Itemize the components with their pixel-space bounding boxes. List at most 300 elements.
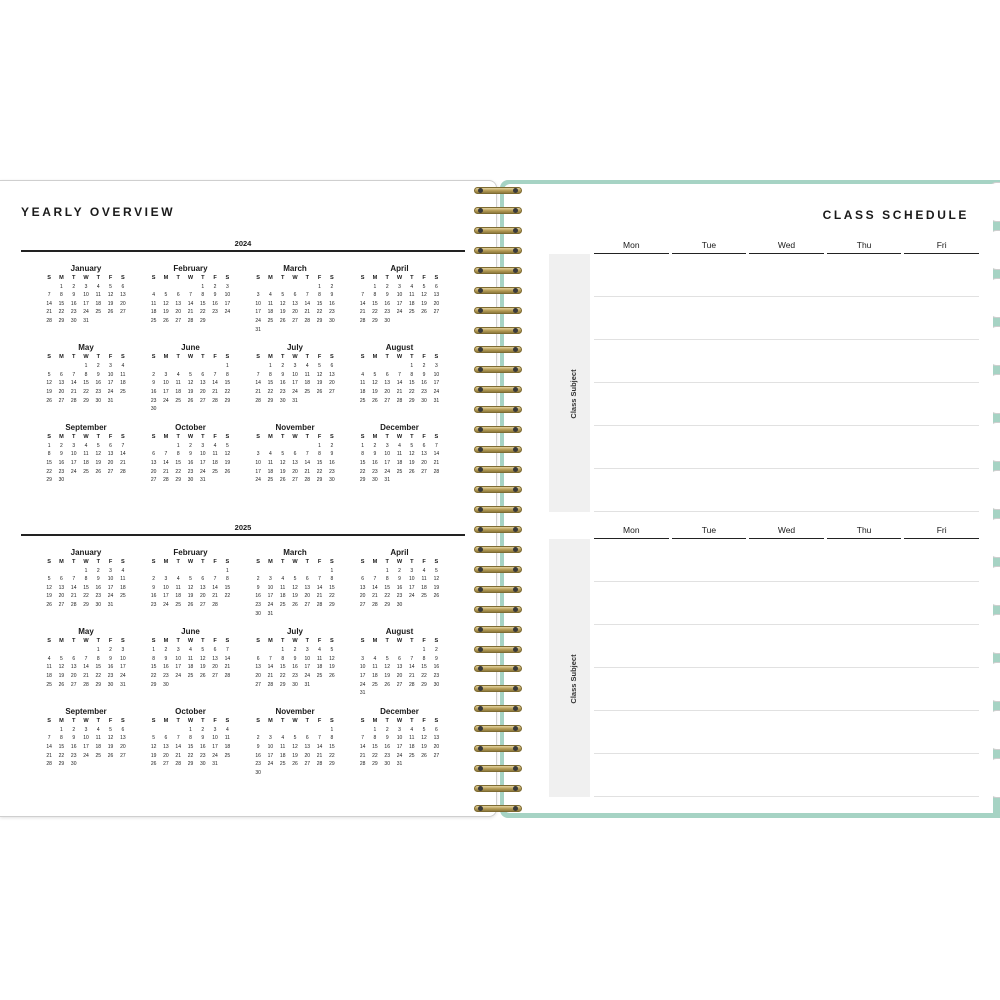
punch-hole bbox=[513, 547, 518, 552]
day-number: 30 bbox=[255, 769, 261, 776]
weekday-initials bbox=[252, 558, 338, 567]
day-number: 3 bbox=[164, 371, 168, 378]
weekday-initial: S bbox=[225, 717, 230, 724]
day-number: 10 bbox=[70, 451, 77, 458]
schedule-row[interactable] bbox=[594, 340, 979, 383]
day-number: 16 bbox=[255, 752, 261, 759]
weekday-initial: F bbox=[317, 274, 322, 281]
weekday-initials bbox=[43, 717, 129, 726]
day-number: 31 bbox=[255, 326, 261, 333]
day-blank bbox=[55, 362, 67, 371]
day-number: 9 bbox=[373, 451, 377, 458]
spiral-ring bbox=[474, 504, 522, 515]
day-number: 18 bbox=[409, 743, 415, 750]
schedule-row[interactable] bbox=[594, 625, 979, 668]
day-blank bbox=[209, 567, 221, 576]
month-name: January bbox=[70, 547, 102, 557]
punch-hole bbox=[513, 188, 518, 193]
day-grid bbox=[148, 646, 234, 689]
day-number: 22 bbox=[409, 388, 415, 395]
day-number: 19 bbox=[187, 593, 194, 600]
day-number: 18 bbox=[267, 468, 274, 475]
weekday-initial: W bbox=[396, 558, 403, 565]
day-number: 9 bbox=[72, 292, 76, 299]
weekday-initials bbox=[252, 717, 338, 726]
day-number: 20 bbox=[120, 300, 126, 307]
punch-hole bbox=[478, 268, 483, 273]
weekday-initial: T bbox=[280, 638, 285, 645]
day-number: 8 bbox=[422, 655, 426, 662]
weekday-initial: S bbox=[120, 717, 125, 724]
subject-column[interactable] bbox=[549, 539, 590, 797]
day-number: 21 bbox=[70, 593, 77, 600]
day-number: 14 bbox=[175, 743, 181, 750]
weekday-initial: W bbox=[396, 638, 403, 645]
day-grid bbox=[252, 646, 338, 689]
day-number: 8 bbox=[60, 292, 63, 299]
weekday-initial: F bbox=[422, 354, 426, 361]
day-number: 3 bbox=[72, 442, 76, 449]
weekday-initial: T bbox=[410, 433, 414, 440]
day-number: 10 bbox=[83, 735, 89, 742]
weekday-initial: W bbox=[187, 717, 194, 724]
weekday-label: Tue bbox=[672, 523, 747, 539]
weekday-initials bbox=[43, 637, 129, 646]
day-number: 28 bbox=[316, 761, 323, 768]
day-number: 6 bbox=[201, 576, 205, 583]
punch-hole bbox=[513, 328, 518, 333]
day-number: 25 bbox=[120, 388, 126, 395]
day-number: 30 bbox=[329, 317, 335, 324]
day-number: 9 bbox=[152, 584, 156, 591]
day-number: 9 bbox=[256, 743, 260, 750]
spiral-ring bbox=[474, 285, 522, 296]
weekday-initial: W bbox=[292, 717, 298, 724]
day-number: 28 bbox=[304, 477, 311, 484]
day-number: 21 bbox=[46, 752, 52, 759]
day-number: 1 bbox=[281, 647, 285, 654]
day-number: 20 bbox=[433, 300, 440, 307]
subject-column[interactable] bbox=[549, 254, 590, 512]
day-number: 13 bbox=[304, 584, 311, 591]
weekday-initial: M bbox=[372, 274, 378, 281]
month-name: December bbox=[380, 422, 419, 432]
day-number: 22 bbox=[279, 672, 286, 679]
day-blank bbox=[160, 567, 172, 576]
day-number: 11 bbox=[280, 743, 286, 750]
day-blank bbox=[184, 362, 196, 371]
day-number: 27 bbox=[304, 601, 311, 608]
day-number: 9 bbox=[152, 380, 156, 387]
day-number: 21 bbox=[359, 309, 366, 316]
day-number: 17 bbox=[70, 459, 77, 466]
day-number: 1 bbox=[225, 567, 229, 574]
day-number: 6 bbox=[176, 292, 180, 299]
day-blank bbox=[160, 283, 172, 292]
weekday-initial: F bbox=[108, 354, 113, 361]
day-number: 23 bbox=[433, 672, 440, 679]
day-number: 31 bbox=[304, 681, 311, 688]
day-number: 24 bbox=[107, 593, 114, 600]
day-number: 16 bbox=[372, 459, 378, 466]
weekday-initial: S bbox=[434, 433, 439, 440]
schedule-row[interactable] bbox=[594, 582, 979, 625]
day-number: 11 bbox=[267, 459, 274, 466]
day-blank bbox=[301, 283, 313, 292]
day-number: 16 bbox=[421, 380, 427, 387]
day-number: 11 bbox=[175, 380, 181, 387]
day-number: 5 bbox=[318, 363, 321, 370]
day-number: 25 bbox=[304, 388, 311, 395]
day-number: 17 bbox=[224, 300, 231, 307]
schedule-row[interactable] bbox=[594, 297, 979, 340]
day-number: 25 bbox=[267, 477, 274, 484]
weekday-initial: T bbox=[385, 558, 389, 565]
day-number: 31 bbox=[107, 601, 114, 608]
day-number: 3 bbox=[213, 726, 217, 733]
day-number: 15 bbox=[187, 743, 194, 750]
weekday-initial: M bbox=[163, 274, 169, 281]
month-name: April bbox=[390, 547, 409, 557]
day-number: 18 bbox=[95, 743, 102, 750]
schedule-row[interactable] bbox=[594, 539, 979, 582]
day-number: 2 bbox=[256, 735, 260, 742]
day-number: 26 bbox=[292, 601, 298, 608]
day-number: 29 bbox=[409, 397, 415, 404]
month-name: May bbox=[78, 627, 94, 637]
day-number: 19 bbox=[292, 752, 298, 759]
day-number: 5 bbox=[60, 655, 63, 662]
weekday-initial: T bbox=[96, 638, 100, 645]
day-number: 11 bbox=[120, 371, 126, 378]
day-number: 20 bbox=[255, 672, 261, 679]
weekday-initial: T bbox=[305, 558, 309, 565]
day-number: 2 bbox=[256, 576, 260, 583]
day-number: 30 bbox=[70, 317, 77, 324]
day-number: 30 bbox=[200, 761, 206, 768]
day-number: 28 bbox=[212, 397, 218, 404]
day-number: 17 bbox=[267, 593, 274, 600]
day-number: 4 bbox=[96, 283, 100, 290]
day-blank bbox=[393, 646, 405, 655]
day-blank bbox=[43, 726, 55, 735]
day-number: 10 bbox=[267, 584, 274, 591]
schedule-row[interactable] bbox=[594, 469, 979, 512]
day-number: 10 bbox=[255, 459, 261, 466]
day-number: 21 bbox=[212, 593, 218, 600]
day-number: 19 bbox=[372, 388, 378, 395]
day-blank bbox=[264, 726, 276, 735]
day-number: 21 bbox=[212, 388, 218, 395]
day-blank bbox=[148, 442, 160, 451]
day-number: 7 bbox=[410, 655, 414, 662]
day-number: 22 bbox=[83, 388, 89, 395]
day-number: 21 bbox=[175, 752, 181, 759]
day-number: 21 bbox=[120, 459, 126, 466]
day-number: 14 bbox=[267, 664, 274, 671]
day-number: 11 bbox=[83, 451, 89, 458]
weekday-label: Fri bbox=[904, 238, 979, 254]
weekday-initial: M bbox=[372, 558, 378, 565]
day-number: 4 bbox=[410, 283, 414, 290]
schedule-row[interactable] bbox=[594, 711, 979, 754]
weekday-initial: T bbox=[280, 274, 285, 281]
day-number: 7 bbox=[361, 292, 365, 299]
day-number: 22 bbox=[359, 468, 366, 475]
day-number: 19 bbox=[224, 459, 231, 466]
punch-hole bbox=[513, 587, 518, 592]
day-grid bbox=[148, 283, 234, 326]
day-number: 22 bbox=[175, 468, 181, 475]
month-grid bbox=[21, 548, 465, 778]
day-number: 16 bbox=[279, 380, 286, 387]
day-number: 30 bbox=[255, 610, 261, 617]
punch-hole bbox=[478, 527, 483, 532]
day-number: 21 bbox=[316, 752, 323, 759]
day-number: 25 bbox=[224, 752, 231, 759]
day-blank bbox=[277, 442, 289, 451]
day-number: 27 bbox=[200, 397, 206, 404]
day-number: 8 bbox=[84, 576, 88, 583]
day-number: 25 bbox=[359, 397, 366, 404]
day-number: 7 bbox=[305, 451, 309, 458]
day-number: 22 bbox=[224, 593, 231, 600]
schedule-row[interactable] bbox=[594, 754, 979, 797]
weekday-initial: T bbox=[280, 433, 285, 440]
day-number: 5 bbox=[225, 442, 229, 449]
day-number: 9 bbox=[385, 735, 389, 742]
day-number: 24 bbox=[224, 309, 231, 316]
punch-hole bbox=[478, 647, 483, 652]
day-number: 29 bbox=[316, 317, 323, 324]
weekday-initial: S bbox=[225, 638, 230, 645]
weekday-initial: W bbox=[292, 354, 298, 361]
day-number: 23 bbox=[329, 309, 335, 316]
day-number: 12 bbox=[421, 292, 427, 299]
day-number: 3 bbox=[109, 567, 112, 574]
month-calendar bbox=[357, 343, 443, 414]
day-number: 13 bbox=[292, 300, 298, 307]
day-number: 25 bbox=[279, 761, 286, 768]
day-number: 28 bbox=[433, 468, 440, 475]
weekday-initials bbox=[148, 637, 234, 646]
month-calendar bbox=[148, 264, 234, 335]
weekday-initial: W bbox=[187, 433, 194, 440]
weekday-initial: T bbox=[176, 717, 180, 724]
day-number: 13 bbox=[304, 743, 311, 750]
day-number: 5 bbox=[385, 655, 389, 662]
day-number: 28 bbox=[70, 397, 77, 404]
day-number: 27 bbox=[120, 752, 126, 759]
day-number: 19 bbox=[421, 300, 427, 307]
day-number: 11 bbox=[187, 655, 194, 662]
day-number: 27 bbox=[255, 681, 261, 688]
day-number: 15 bbox=[316, 300, 323, 307]
day-number: 8 bbox=[84, 371, 88, 378]
weekday-initial: M bbox=[163, 558, 169, 565]
month-calendar bbox=[148, 548, 234, 619]
year-label: 2024 bbox=[234, 239, 252, 248]
day-number: 21 bbox=[372, 593, 378, 600]
schedule-grid[interactable] bbox=[594, 254, 979, 512]
day-number: 27 bbox=[175, 317, 181, 324]
day-number: 7 bbox=[72, 576, 76, 583]
day-number: 4 bbox=[176, 576, 180, 583]
schedule-grid[interactable] bbox=[594, 539, 979, 797]
day-number: 27 bbox=[200, 601, 206, 608]
day-number: 10 bbox=[107, 576, 114, 583]
day-number: 15 bbox=[150, 664, 157, 671]
day-number: 15 bbox=[83, 380, 89, 387]
day-grid bbox=[43, 442, 129, 485]
day-number: 24 bbox=[384, 468, 390, 475]
day-number: 15 bbox=[46, 459, 52, 466]
day-number: 11 bbox=[409, 735, 415, 742]
month-name: January bbox=[70, 263, 102, 273]
day-blank bbox=[252, 726, 264, 735]
day-number: 26 bbox=[200, 672, 206, 679]
day-number: 14 bbox=[83, 664, 89, 671]
day-blank bbox=[393, 362, 405, 371]
day-number: 23 bbox=[163, 672, 169, 679]
weekday-initial: S bbox=[120, 433, 125, 440]
schedule-row[interactable] bbox=[594, 383, 979, 426]
day-number: 29 bbox=[83, 397, 89, 404]
day-number: 13 bbox=[120, 735, 126, 742]
day-number: 23 bbox=[95, 388, 102, 395]
day-number: 14 bbox=[46, 743, 52, 750]
day-number: 20 bbox=[58, 388, 65, 395]
day-number: 26 bbox=[316, 388, 323, 395]
day-number: 19 bbox=[95, 459, 102, 466]
day-number: 17 bbox=[175, 664, 181, 671]
weekday-initial: S bbox=[47, 274, 51, 281]
day-number: 1 bbox=[318, 283, 321, 290]
weekday-initial: T bbox=[201, 433, 205, 440]
day-number: 1 bbox=[422, 647, 426, 654]
day-number: 30 bbox=[329, 477, 335, 484]
day-number: 23 bbox=[150, 397, 157, 404]
schedule-row[interactable] bbox=[594, 668, 979, 711]
day-blank bbox=[264, 442, 276, 451]
weekday-initials bbox=[43, 353, 129, 362]
weekday-initial: S bbox=[225, 354, 230, 361]
day-number: 22 bbox=[316, 468, 323, 475]
weekday-initial: F bbox=[213, 638, 217, 645]
schedule-row[interactable] bbox=[594, 426, 979, 469]
day-number: 9 bbox=[60, 451, 63, 458]
day-number: 12 bbox=[292, 743, 298, 750]
day-number: 31 bbox=[267, 610, 274, 617]
day-number: 28 bbox=[409, 681, 415, 688]
punch-hole bbox=[478, 328, 483, 333]
day-number: 19 bbox=[187, 388, 194, 395]
weekday-initial: T bbox=[201, 558, 205, 565]
punch-hole bbox=[513, 527, 518, 532]
weekday-initial: S bbox=[360, 274, 365, 281]
weekday-initial: S bbox=[434, 558, 439, 565]
spiral-ring bbox=[474, 484, 522, 495]
punch-hole bbox=[478, 248, 483, 253]
weekday-initial: S bbox=[47, 433, 51, 440]
day-number: 26 bbox=[163, 317, 169, 324]
day-grid bbox=[148, 362, 234, 414]
day-number: 1 bbox=[189, 726, 192, 733]
day-blank bbox=[43, 283, 55, 292]
day-number: 10 bbox=[433, 371, 440, 378]
day-number: 7 bbox=[318, 576, 321, 583]
day-number: 12 bbox=[433, 576, 440, 583]
weekday-initial: S bbox=[329, 274, 334, 281]
spiral-ring bbox=[474, 524, 522, 535]
day-number: 7 bbox=[213, 576, 217, 583]
day-number: 28 bbox=[163, 477, 169, 484]
day-number: 1 bbox=[269, 363, 272, 370]
weekday-header bbox=[594, 238, 979, 254]
day-number: 10 bbox=[409, 576, 415, 583]
day-number: 31 bbox=[396, 761, 403, 768]
day-blank bbox=[381, 362, 393, 371]
day-number: 17 bbox=[359, 672, 366, 679]
day-number: 24 bbox=[267, 761, 274, 768]
day-number: 10 bbox=[163, 380, 169, 387]
weekday-initial: S bbox=[151, 433, 156, 440]
day-number: 9 bbox=[109, 655, 112, 662]
day-grid bbox=[252, 442, 338, 485]
weekday-initial: S bbox=[329, 433, 334, 440]
day-number: 15 bbox=[421, 664, 427, 671]
day-number: 19 bbox=[46, 593, 52, 600]
month-name: May bbox=[78, 343, 94, 353]
day-number: 13 bbox=[200, 380, 206, 387]
day-number: 1 bbox=[410, 363, 414, 370]
day-number: 24 bbox=[304, 672, 311, 679]
weekday-initial: W bbox=[292, 558, 298, 565]
day-number: 6 bbox=[60, 576, 63, 583]
day-number: 23 bbox=[372, 468, 378, 475]
weekday-initial: T bbox=[176, 558, 180, 565]
day-number: 28 bbox=[70, 601, 77, 608]
weekday-initial: M bbox=[372, 433, 378, 440]
weekday-initial: S bbox=[329, 638, 334, 645]
day-number: 20 bbox=[120, 743, 126, 750]
month-name: March bbox=[283, 263, 307, 273]
day-number: 11 bbox=[421, 576, 427, 583]
weekday-initial: M bbox=[163, 354, 169, 361]
day-grid bbox=[148, 726, 234, 769]
weekday-initial: S bbox=[47, 354, 51, 361]
day-number: 23 bbox=[329, 468, 335, 475]
weekday-initial: T bbox=[71, 558, 76, 565]
schedule-row[interactable] bbox=[594, 254, 979, 297]
punch-hole bbox=[513, 567, 518, 572]
day-number: 31 bbox=[83, 317, 89, 324]
day-number: 30 bbox=[187, 477, 194, 484]
day-number: 18 bbox=[304, 380, 311, 387]
day-number: 28 bbox=[175, 761, 181, 768]
day-number: 25 bbox=[95, 309, 102, 316]
page-title: CLASS SCHEDULE bbox=[822, 208, 969, 222]
day-number: 20 bbox=[163, 752, 169, 759]
day-blank bbox=[43, 567, 55, 576]
day-number: 7 bbox=[47, 292, 51, 299]
weekday-initial: M bbox=[268, 638, 273, 645]
weekday-initial: T bbox=[305, 274, 309, 281]
day-number: 30 bbox=[279, 397, 286, 404]
day-number: 11 bbox=[267, 300, 274, 307]
weekday-initials bbox=[357, 558, 443, 567]
day-number: 14 bbox=[304, 300, 311, 307]
